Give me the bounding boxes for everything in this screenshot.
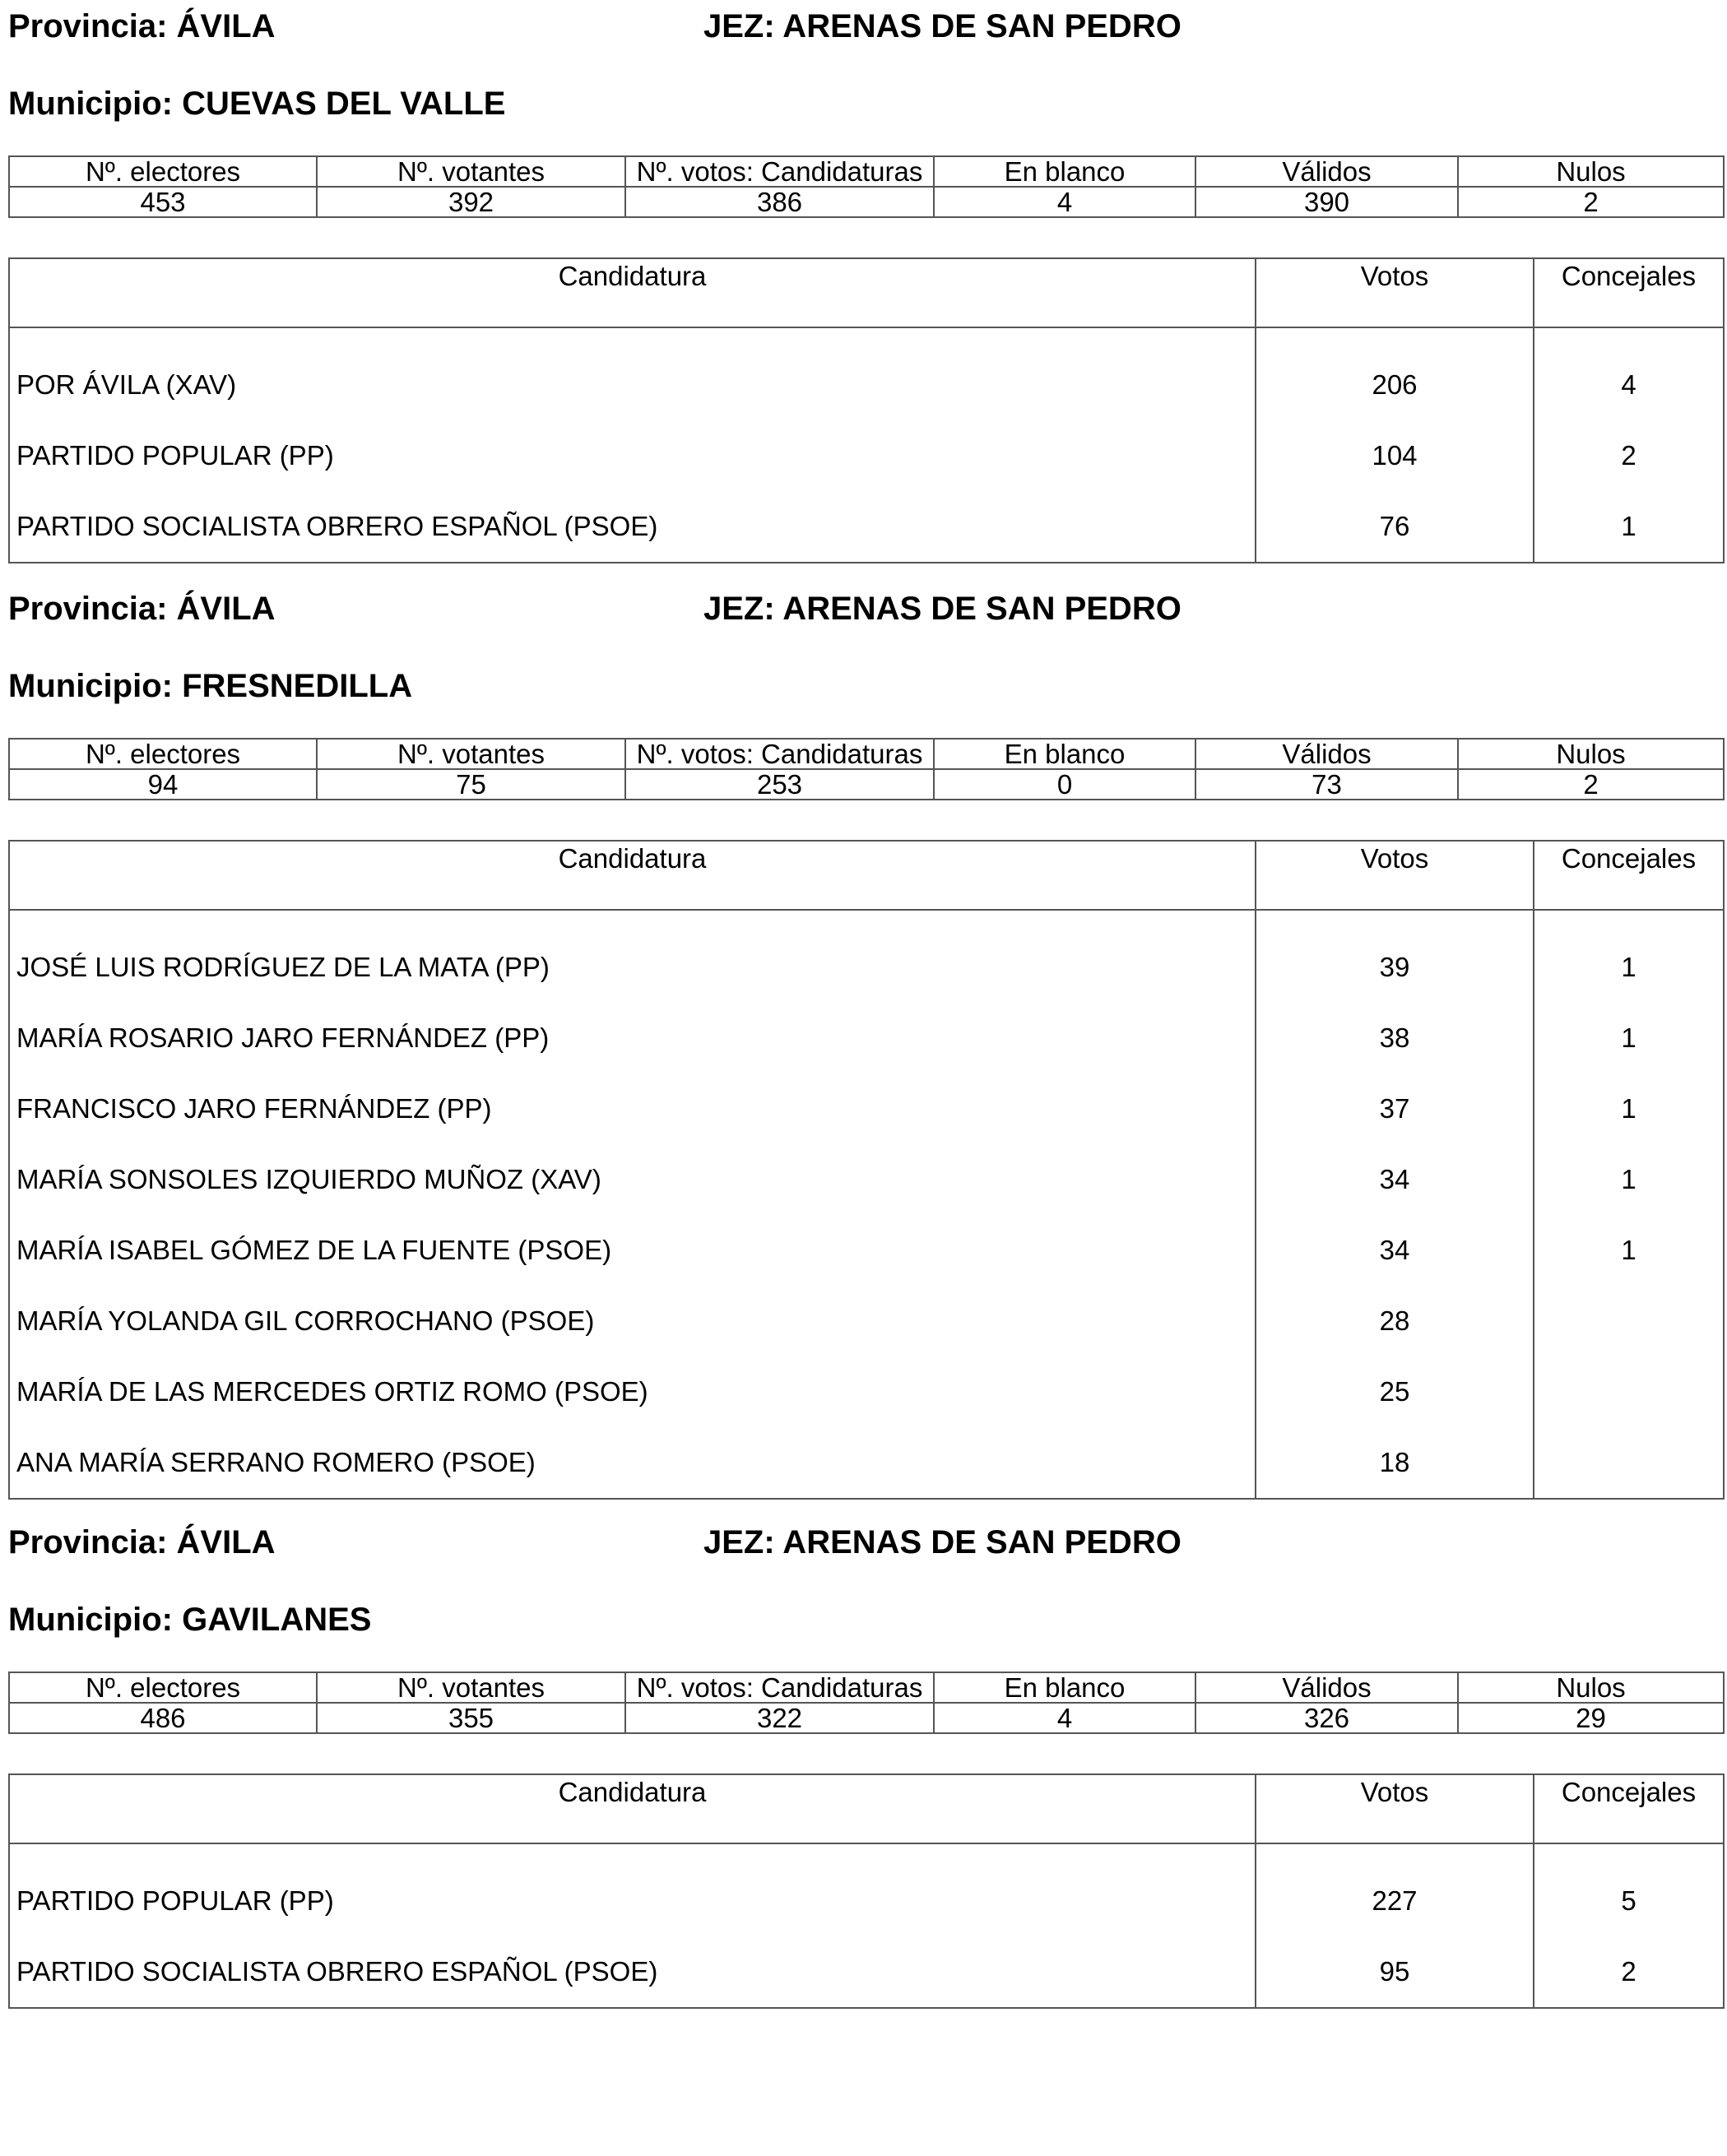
- stat-header-votos-candidaturas: Nº. votos: Candidaturas: [625, 739, 934, 769]
- candidatura-concejales: 1: [1534, 1144, 1724, 1215]
- candidatura-name: PARTIDO POPULAR (PP): [9, 420, 1256, 491]
- candidatura-concejales: [1534, 1286, 1724, 1356]
- stat-electores: 453: [9, 187, 317, 217]
- candidatura-name: ANA MARÍA SERRANO ROMERO (PSOE): [9, 1427, 1256, 1499]
- candidatura-votos: 38: [1256, 1003, 1534, 1073]
- candidaturas-header-row: [9, 841, 1724, 910]
- stats-header-row: [9, 739, 1724, 769]
- stats-table: [8, 738, 1725, 800]
- stat-header-electores: Nº. electores: [9, 1672, 317, 1703]
- jez-label: JEZ: ARENAS DE SAN PEDRO: [703, 1524, 1182, 1560]
- header-concejales: Concejales: [1534, 841, 1724, 910]
- municipio-section-fresnedilla: [8, 586, 1723, 1500]
- stat-header-en-blanco: En blanco: [934, 739, 1195, 769]
- table-row: [9, 327, 1724, 420]
- stat-votos-candidaturas: 253: [625, 769, 934, 800]
- candidatura-name: PARTIDO SOCIALISTA OBRERO ESPAÑOL (PSOE): [9, 1936, 1256, 2008]
- municipio-title: Municipio: FRESNEDILLA: [8, 668, 413, 704]
- section-header: [8, 586, 1723, 632]
- table-row: [9, 910, 1724, 1003]
- stats-value-row: [9, 187, 1724, 217]
- table-row: [9, 1356, 1724, 1427]
- candidatura-votos: 76: [1256, 491, 1534, 563]
- candidatura-votos: 206: [1256, 327, 1534, 420]
- stat-votantes: 75: [317, 769, 625, 800]
- municipio-title: Municipio: CUEVAS DEL VALLE: [8, 86, 506, 122]
- candidatura-name: FRANCISCO JARO FERNÁNDEZ (PP): [9, 1073, 1256, 1144]
- stats-value-row: [9, 1703, 1724, 1733]
- provincia-label: Provincia: ÁVILA: [8, 1524, 276, 1560]
- candidaturas-table: [8, 257, 1725, 563]
- header-concejales: Concejales: [1534, 1774, 1724, 1843]
- table-row: [9, 491, 1724, 563]
- stat-header-votos-candidaturas: Nº. votos: Candidaturas: [625, 1672, 934, 1703]
- stat-header-validos: Válidos: [1195, 156, 1458, 187]
- candidaturas-table: [8, 1773, 1725, 2009]
- stats-value-row: [9, 769, 1724, 800]
- candidatura-name: MARÍA ROSARIO JARO FERNÁNDEZ (PP): [9, 1003, 1256, 1073]
- stat-header-votos-candidaturas: Nº. votos: Candidaturas: [625, 156, 934, 187]
- candidaturas-table: [8, 840, 1725, 1500]
- candidatura-concejales: 2: [1534, 1936, 1724, 2008]
- section-header: [8, 1519, 1723, 1565]
- candidatura-name: MARÍA ISABEL GÓMEZ DE LA FUENTE (PSOE): [9, 1215, 1256, 1286]
- provincia-label: Provincia: ÁVILA: [8, 8, 276, 44]
- candidatura-concejales: 2: [1534, 420, 1724, 491]
- stat-votantes: 355: [317, 1703, 625, 1733]
- stat-header-votantes: Nº. votantes: [317, 156, 625, 187]
- stat-header-validos: Válidos: [1195, 739, 1458, 769]
- candidatura-votos: 28: [1256, 1286, 1534, 1356]
- stat-votos-candidaturas: 322: [625, 1703, 934, 1733]
- stat-header-electores: Nº. electores: [9, 739, 317, 769]
- stats-header-row: [9, 1672, 1724, 1703]
- header-votos: Votos: [1256, 1774, 1534, 1843]
- table-row: [9, 1003, 1724, 1073]
- candidatura-name: MARÍA DE LAS MERCEDES ORTIZ ROMO (PSOE): [9, 1356, 1256, 1427]
- candidatura-concejales: 1: [1534, 910, 1724, 1003]
- candidatura-votos: 95: [1256, 1936, 1534, 2008]
- candidatura-votos: 37: [1256, 1073, 1534, 1144]
- candidatura-concejales: [1534, 1427, 1724, 1499]
- candidatura-concejales: 1: [1534, 1073, 1724, 1144]
- stat-validos: 326: [1195, 1703, 1458, 1733]
- stat-votantes: 392: [317, 187, 625, 217]
- stat-nulos: 29: [1458, 1703, 1724, 1733]
- candidatura-votos: 34: [1256, 1215, 1534, 1286]
- candidatura-votos: 104: [1256, 420, 1534, 491]
- stat-header-electores: Nº. electores: [9, 156, 317, 187]
- candidatura-concejales: 1: [1534, 1003, 1724, 1073]
- table-row: [9, 1073, 1724, 1144]
- candidatura-name: POR ÁVILA (XAV): [9, 327, 1256, 420]
- stats-table: [8, 155, 1725, 218]
- stat-en-blanco: 0: [934, 769, 1195, 800]
- stat-electores: 486: [9, 1703, 317, 1733]
- stat-header-en-blanco: En blanco: [934, 1672, 1195, 1703]
- stats-table: [8, 1671, 1725, 1734]
- header-candidatura: Candidatura: [9, 1774, 1256, 1843]
- candidatura-votos: 227: [1256, 1843, 1534, 1936]
- municipio-section-cuevas-del-valle: [8, 3, 1723, 563]
- stat-en-blanco: 4: [934, 187, 1195, 217]
- candidatura-name: MARÍA YOLANDA GIL CORROCHANO (PSOE): [9, 1286, 1256, 1356]
- candidatura-concejales: 4: [1534, 327, 1724, 420]
- stat-nulos: 2: [1458, 187, 1724, 217]
- stat-header-votantes: Nº. votantes: [317, 739, 625, 769]
- candidatura-name: MARÍA SONSOLES IZQUIERDO MUÑOZ (XAV): [9, 1144, 1256, 1215]
- municipio-section-gavilanes: [8, 1519, 1723, 2009]
- header-candidatura: Candidatura: [9, 258, 1256, 327]
- jez-label: JEZ: ARENAS DE SAN PEDRO: [703, 8, 1182, 44]
- candidatura-votos: 39: [1256, 910, 1534, 1003]
- candidatura-name: JOSÉ LUIS RODRÍGUEZ DE LA MATA (PP): [9, 910, 1256, 1003]
- stat-header-en-blanco: En blanco: [934, 156, 1195, 187]
- candidatura-concejales: 1: [1534, 1215, 1724, 1286]
- header-votos: Votos: [1256, 841, 1534, 910]
- candidaturas-header-row: [9, 258, 1724, 327]
- table-row: [9, 1843, 1724, 1936]
- table-row: [9, 1215, 1724, 1286]
- stat-validos: 390: [1195, 187, 1458, 217]
- table-row: [9, 1427, 1724, 1499]
- stat-en-blanco: 4: [934, 1703, 1195, 1733]
- header-candidatura: Candidatura: [9, 841, 1256, 910]
- stat-electores: 94: [9, 769, 317, 800]
- stat-header-validos: Válidos: [1195, 1672, 1458, 1703]
- candidatura-concejales: 5: [1534, 1843, 1724, 1936]
- table-row: [9, 1144, 1724, 1215]
- candidatura-concejales: [1534, 1356, 1724, 1427]
- candidatura-concejales: 1: [1534, 491, 1724, 563]
- stat-validos: 73: [1195, 769, 1458, 800]
- stats-header-row: [9, 156, 1724, 187]
- candidatura-name: PARTIDO SOCIALISTA OBRERO ESPAÑOL (PSOE): [9, 491, 1256, 563]
- stat-header-nulos: Nulos: [1458, 1672, 1724, 1703]
- stat-header-nulos: Nulos: [1458, 739, 1724, 769]
- section-header: [8, 3, 1723, 49]
- municipio-title: Municipio: GAVILANES: [8, 1602, 372, 1638]
- candidatura-votos: 34: [1256, 1144, 1534, 1215]
- stat-nulos: 2: [1458, 769, 1724, 800]
- table-row: [9, 1936, 1724, 2008]
- provincia-label: Provincia: ÁVILA: [8, 591, 276, 627]
- header-votos: Votos: [1256, 258, 1534, 327]
- jez-label: JEZ: ARENAS DE SAN PEDRO: [703, 591, 1182, 627]
- table-row: [9, 1286, 1724, 1356]
- stat-header-votantes: Nº. votantes: [317, 1672, 625, 1703]
- candidatura-name: PARTIDO POPULAR (PP): [9, 1843, 1256, 1936]
- stat-votos-candidaturas: 386: [625, 187, 934, 217]
- candidatura-votos: 25: [1256, 1356, 1534, 1427]
- candidaturas-header-row: [9, 1774, 1724, 1843]
- header-concejales: Concejales: [1534, 258, 1724, 327]
- candidatura-votos: 18: [1256, 1427, 1534, 1499]
- stat-header-nulos: Nulos: [1458, 156, 1724, 187]
- table-row: [9, 420, 1724, 491]
